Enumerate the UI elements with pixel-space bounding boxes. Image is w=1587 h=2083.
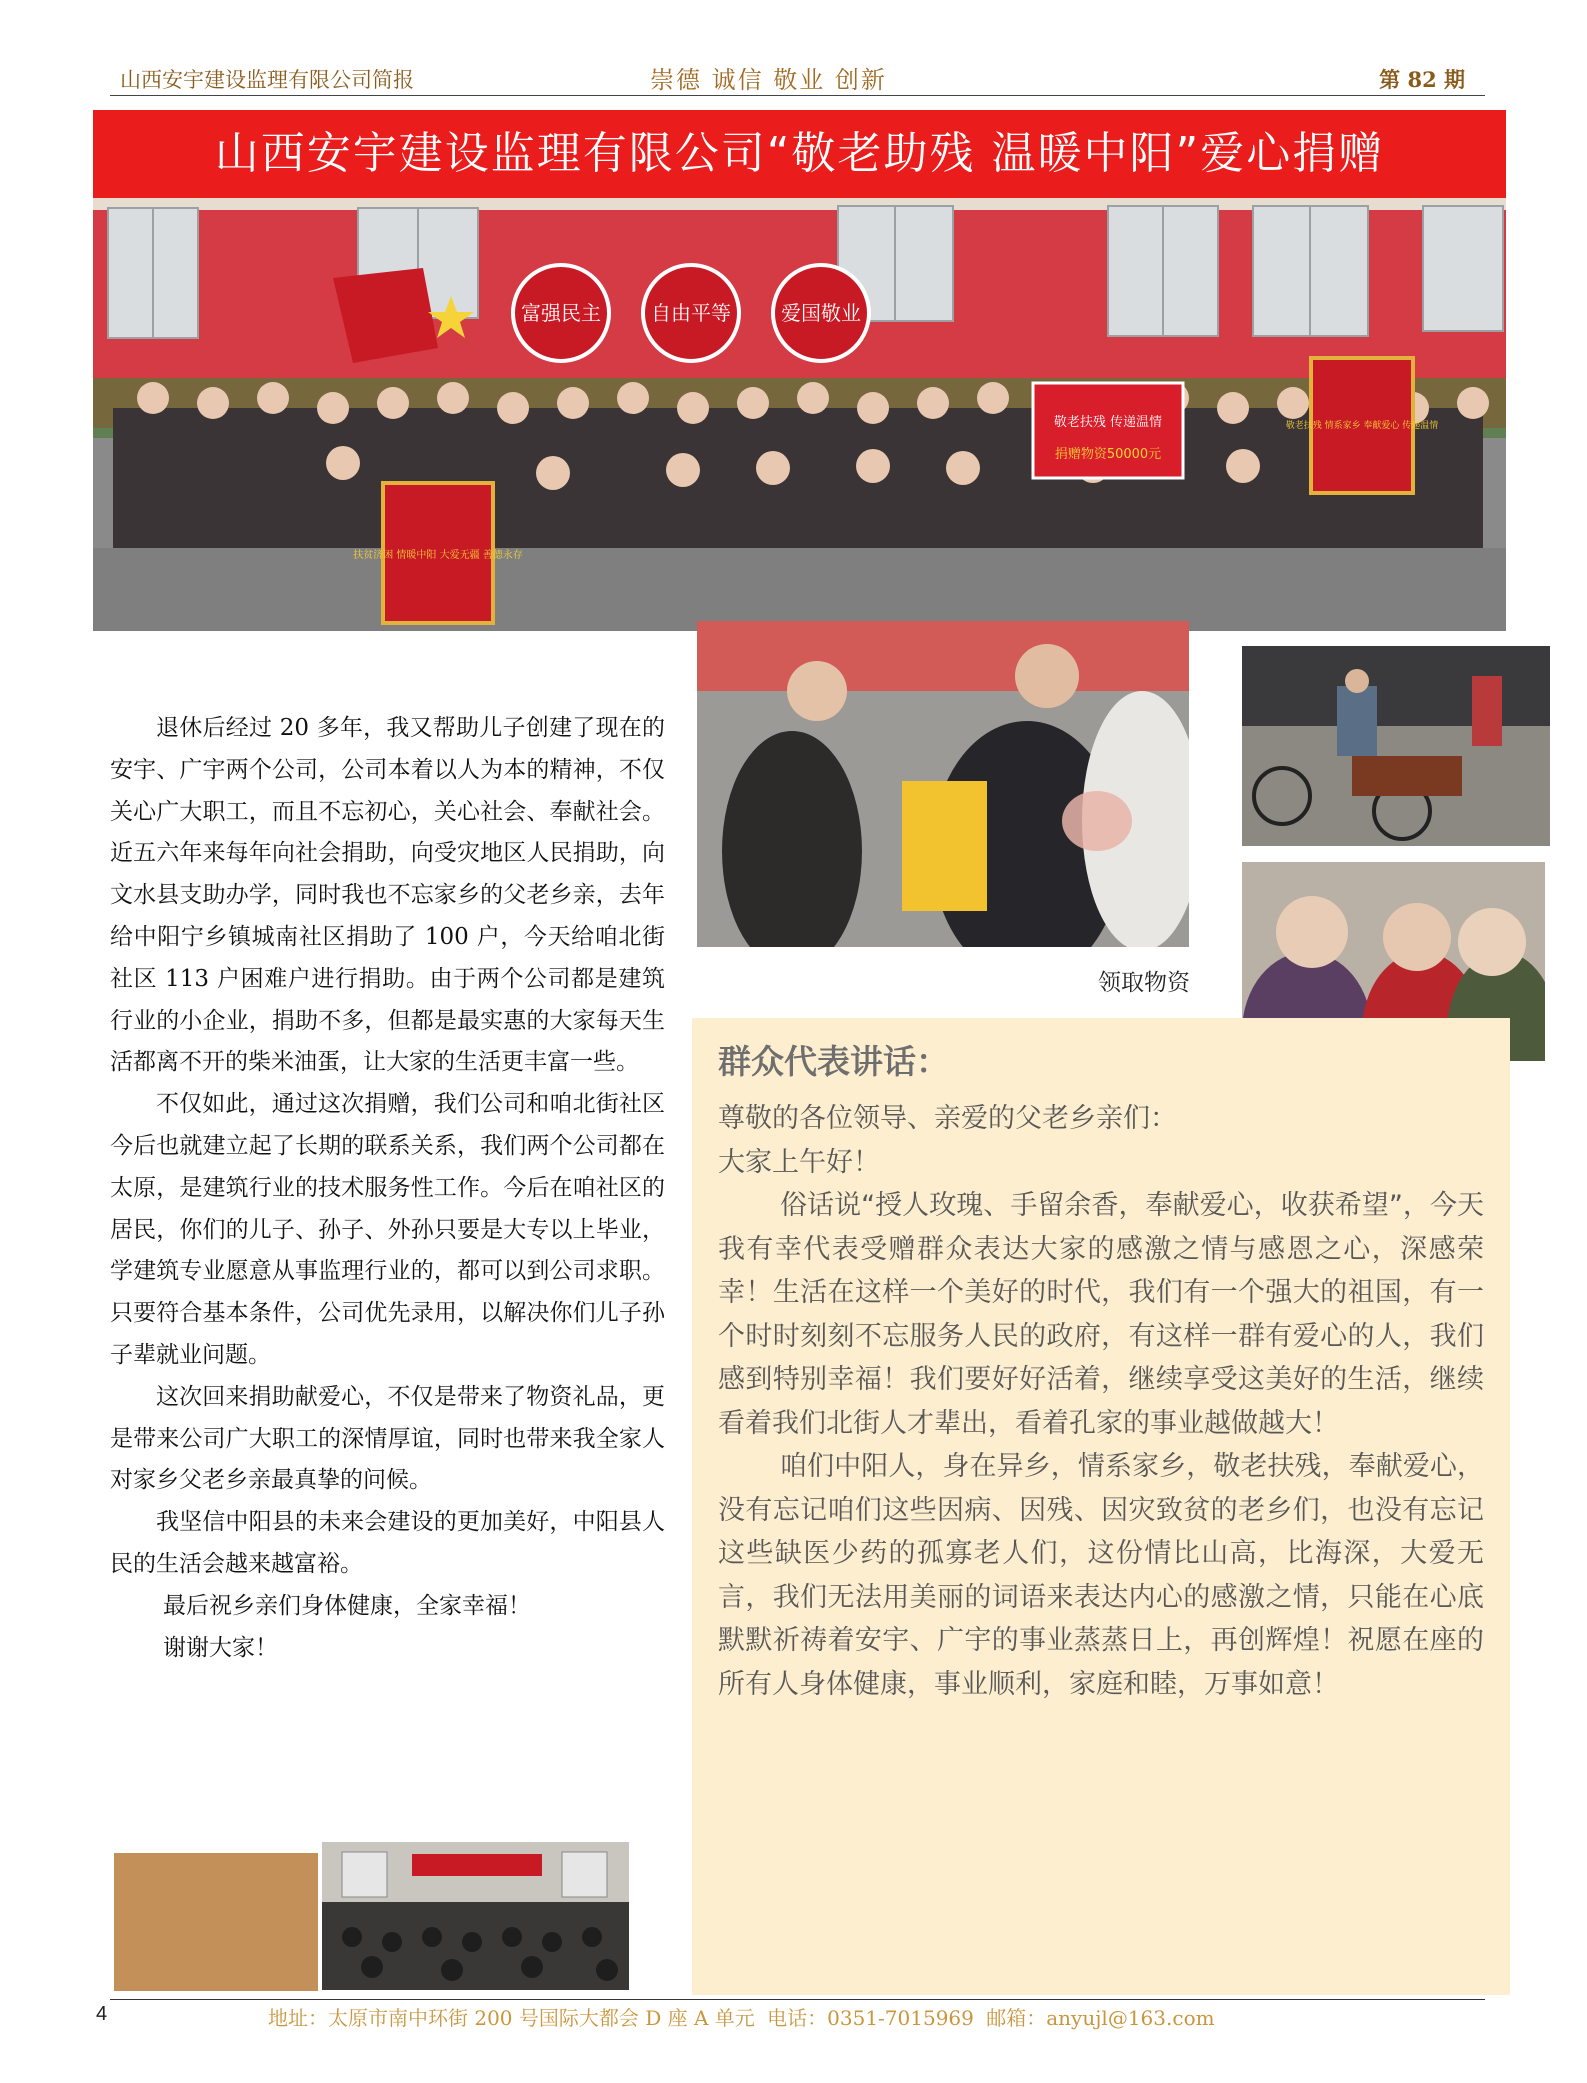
sign-text-3: 爱国敬业 (781, 301, 861, 325)
closing-wish: 最后祝乡亲们身体健康，全家幸福！ (163, 1592, 531, 1619)
page-number: 4 (96, 2003, 108, 2025)
placeholder-image (114, 1853, 318, 1991)
closing-thanks: 谢谢大家！ (163, 1634, 278, 1661)
board-text: 敬老扶残 传递温情 (1053, 415, 1163, 430)
sign-text-2: 自由平等 (651, 301, 731, 325)
pennant-left-text: 扶贫济困 情暖中阳 大爱无疆 善德永存 (353, 550, 523, 561)
speech-paragraph: 咱们中阳人，身在异乡，情系家乡，敬老扶残，奉献爱心，没有忘记咱们这些因病、因残、因灾致贫的老乡们，也没有忘记这些缺医少药的孤寡老人们，这份情比山高，比海深，大爱无言，我们无法用美丽的词语来表达内心的感激之情，只能在心底默默祈祷着安宇、广宇的事业蒸蒸日上，再创辉煌！祝愿在座的所有人身体健康，事业顺利，家庭和睦，万事如意！ (718, 1451, 1484, 1700)
receiving-supplies-photo (697, 621, 1189, 947)
banner-title: 山西安宇建设监理有限公司“敬老助残 温暖中阳”爱心捐赠 (214, 128, 1385, 179)
meeting-hall-photo (322, 1842, 629, 1990)
footer-email: 邮箱：anyujl@163.com (986, 2006, 1215, 2030)
left-paragraph: 不仅如此，通过这次捐赠，我们公司和咱北街社区今后也就建立起了长期的联系关系，我们两个公司都在太原，是建筑行业的技术服务性工作。今后在咱社区的居民，你们的儿子、孙子、外孙只要是大专以上毕业，学建筑专业愿意从事监理行业的，都可以到公司求职。只要符合基本条件，公司优先录用，以解决你们儿子孙子辈就业问题。 (110, 1091, 665, 1368)
speech-box (692, 1018, 1510, 1995)
board-amount: 捐赠物资50000元 (1054, 447, 1162, 462)
footer-divider (110, 1999, 1485, 2000)
speech-paragraph: 俗话说“授人玫瑰、手留余香，奉献爱心，收获希望”，今天我有幸代表受赠群众表达大家的感激之情与感恩之心，深感荣幸！生活在这样一个美好的时代，我们有一个强大的祖国，有一个时时刻刻不忘服务人民的政府，有这样一群有爱心的人，我们感到特别幸福！我们要好好活着，继续享受这美好的生活，继续看着我们北街人才辈出，看着孔家的事业越做越大！ (718, 1190, 1484, 1439)
left-paragraph: 这次回来捐助献爱心，不仅是带来了物资礼品，更是带来公司广大职工的深情厚谊，同时也带来我全家人对家乡父老乡亲最真挚的问候。 (110, 1383, 665, 1494)
tricycle-photo (1242, 646, 1550, 846)
speech-title: 群众代表讲话： (718, 1042, 949, 1081)
newsletter-header (110, 60, 1485, 96)
pennant-right-text: 敬老扶残 情系家乡 奉献爱心 传递温情 (1285, 421, 1439, 431)
company-name: 山西安宇建设监理有限公司简报 (120, 68, 414, 92)
footer-phone: 电话：0351-7015969 (767, 2006, 974, 2030)
issue-number: 第 82 期 (1379, 67, 1465, 92)
left-column (110, 708, 665, 1669)
sign-text-1: 富强民主 (521, 301, 601, 325)
footer-address: 地址：太原市南中环街 200 号国际大都会 D 座 A 单元 (268, 2006, 755, 2030)
company-motto: 崇德 诚信 敬业 创新 (650, 66, 887, 94)
left-paragraph: 我坚信中阳县的未来会建设的更加美好，中阳县人民的生活会越来越富裕。 (110, 1509, 665, 1577)
left-paragraph: 退休后经过 20 多年，我又帮助儿子创建了现在的安宇、广宇两个公司，公司本着以人为本的精神，不仅关心广大职工，而且不忘初心，关心社会、奉献社会。近五六年来每年向社会捐助，向受灾地区人民捐助，向文水县支助办学，同时我也不忘家乡的父老乡亲，去年给中阳宁乡镇城南社区捐助了 100 户，今天给咱北街社区 113 户困难户进行捐助。由于两个公司都是建筑行业的小企业，捐助不多，但都是最实惠的大家每天生活都离不开的柴米油蛋，让大家的生活更丰富一些。 (110, 715, 665, 1076)
event-banner (93, 110, 1506, 198)
group-photo (93, 198, 1506, 631)
speech-greeting: 尊敬的各位领导、亲爱的父老乡亲们： (718, 1103, 1177, 1134)
speech-hello: 大家上午好！ (718, 1146, 880, 1178)
footer-contact (268, 2002, 1221, 2031)
photo-caption: 领取物资 (1098, 970, 1190, 996)
